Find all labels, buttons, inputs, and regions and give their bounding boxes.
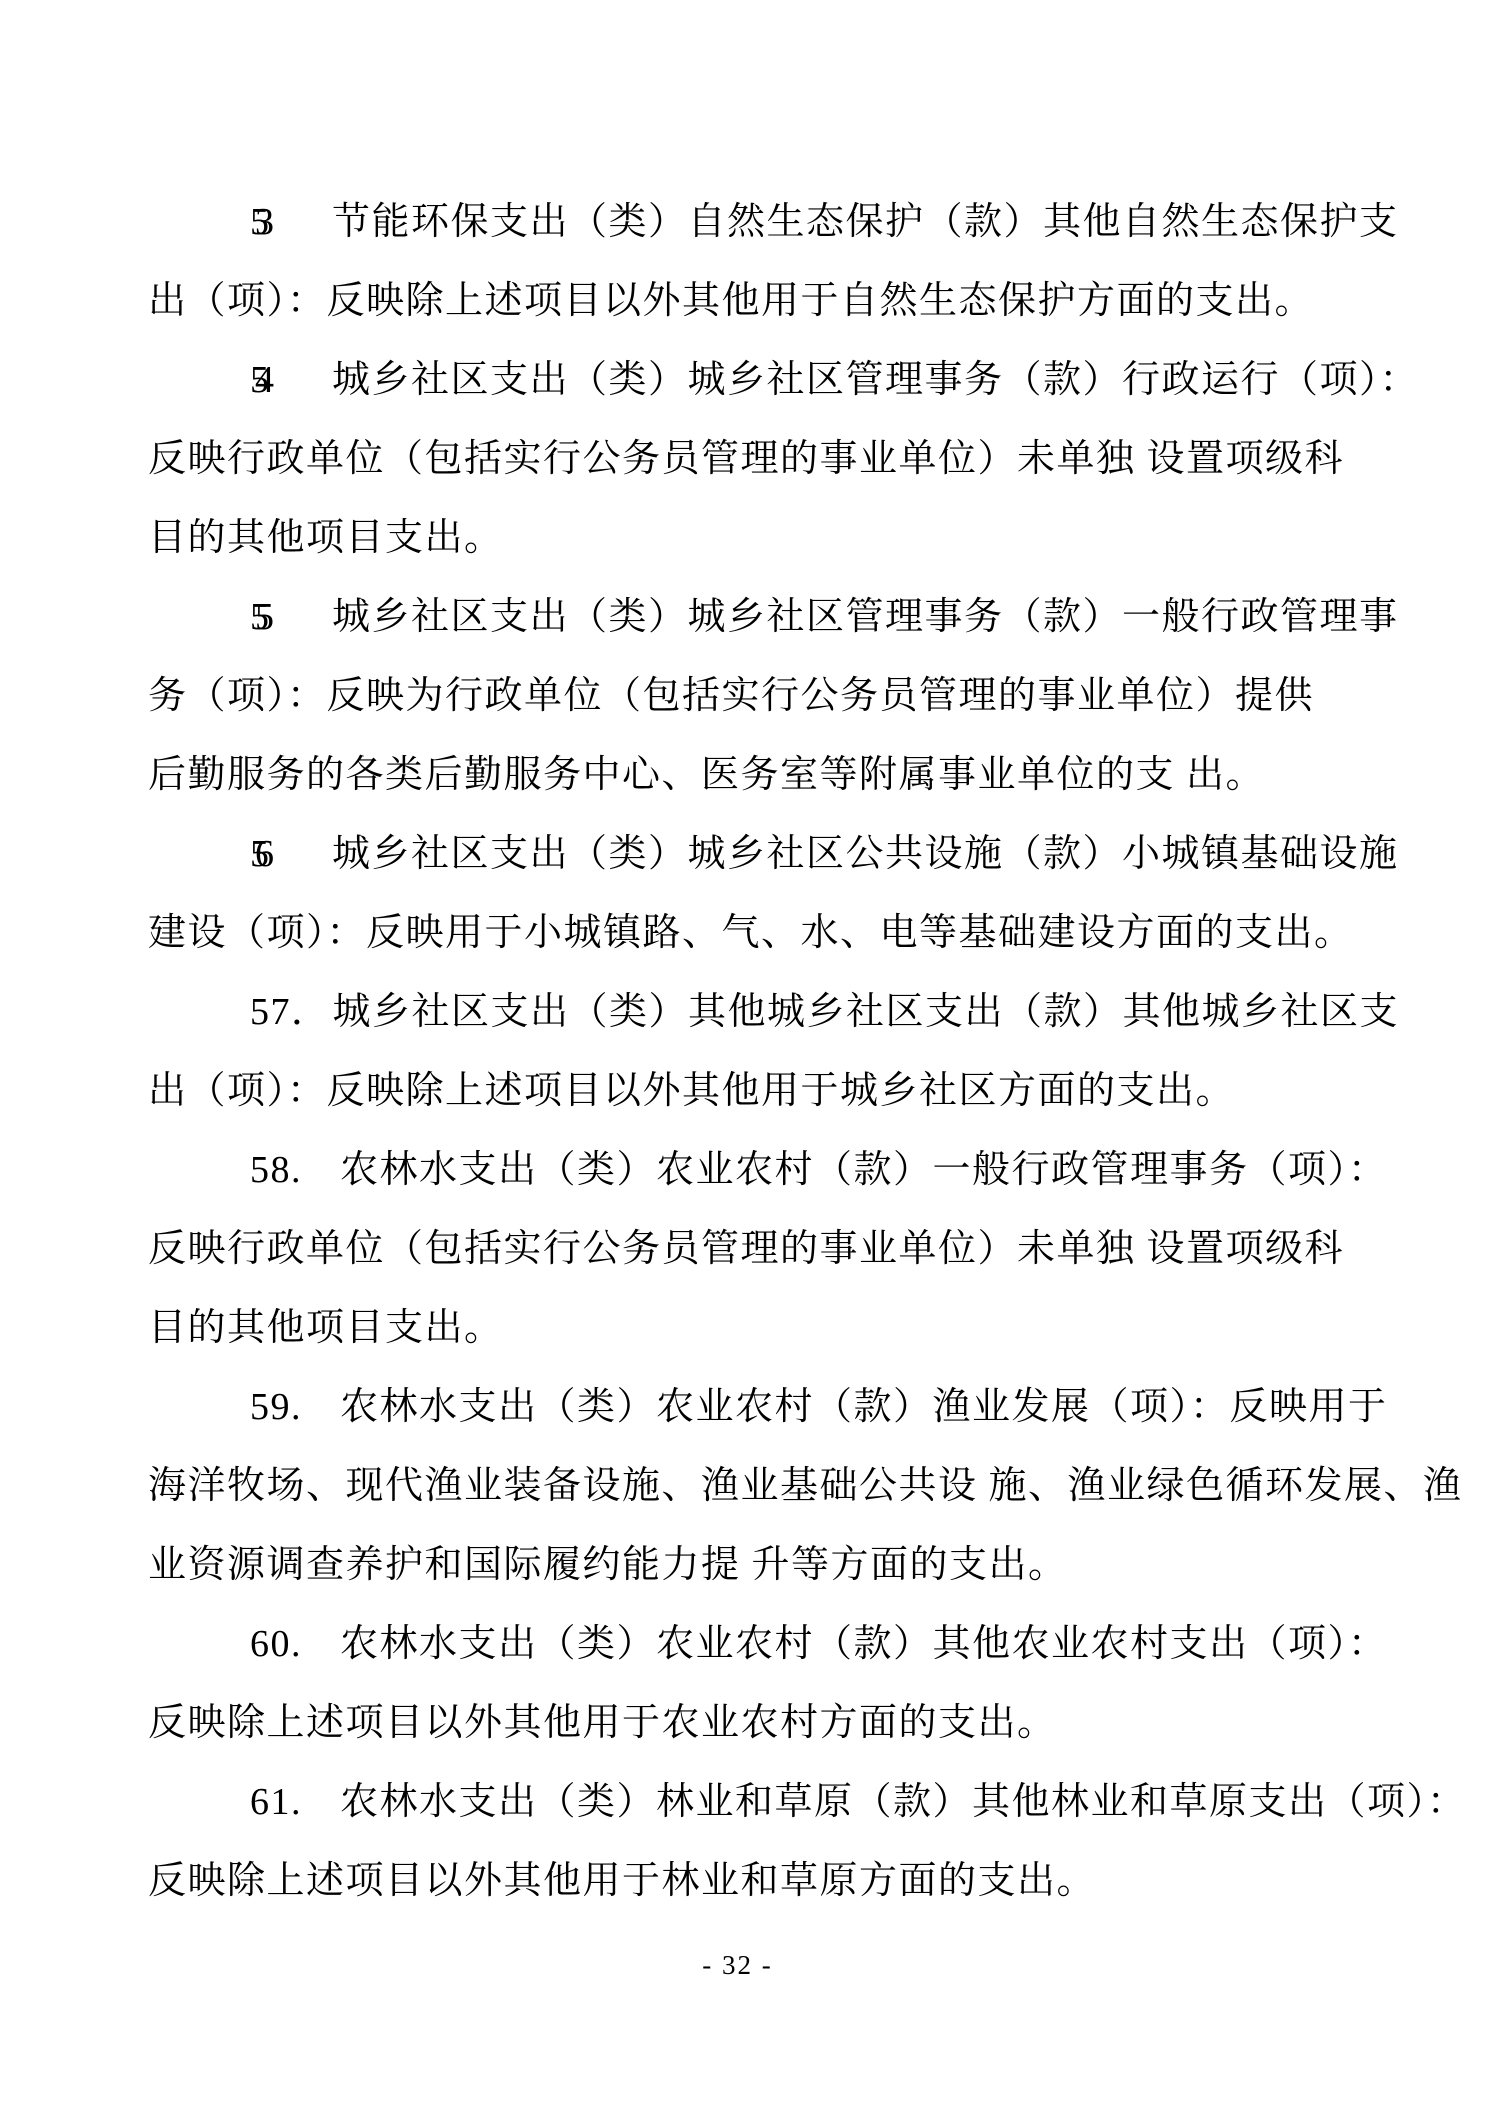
text-line: 反映除上述项目以外其他用于林业和草原方面的支出。 [148, 1860, 1097, 1902]
text-line-content: 城乡社区支出（类）城乡社区管理事务（款）行政运行（项）： [332, 359, 1420, 401]
text-line: 反映行政单位（包括实行公务员管理的事业单位）未单独 设置项级科 [148, 1228, 1345, 1270]
item-number: 58. [250, 1149, 302, 1191]
text-line: 出（项）：反映除上述项目以外其他用于城乡社区方面的支出。 [148, 1070, 1236, 1112]
text-line-content: 农林水支出（类）农业农村（款）其他农业农村支出（项）： [340, 1623, 1388, 1665]
text-line: 目的其他项目支出。 [148, 1307, 504, 1349]
paragraph-58 [148, 1131, 1391, 1368]
text-line: 建设（项）：反映用于小城镇路、气、水、电等基础建设方面的支出。 [148, 912, 1354, 954]
text-line: 反映除上述项目以外其他用于农业农村方面的支出。 [148, 1702, 1057, 1744]
paragraph-55 [148, 578, 1399, 815]
text-line [148, 341, 1488, 420]
text-line [148, 973, 1488, 1052]
paragraph-56 [148, 815, 1399, 973]
text-line [148, 1368, 1488, 1447]
text-line: 出（项）：反映除上述项目以外其他用于自然生态保护方面的支出。 [148, 280, 1315, 322]
paragraph-61 [148, 1763, 1467, 1921]
item-number: 61. [250, 1781, 302, 1823]
text-line-content: 农林水支出（类）农业农村（款）渔业发展（项）：反映用于 [340, 1386, 1388, 1428]
text-line [148, 1763, 1488, 1842]
item-number: 53 [250, 201, 260, 243]
text-line [148, 815, 1488, 894]
text-line-content: 城乡社区支出（类）城乡社区公共设施（款）小城镇基础设施 [332, 833, 1399, 875]
text-line [148, 183, 1488, 262]
paragraph-59 [148, 1368, 1463, 1605]
text-line: 业资源调查养护和国际履约能力提 升等方面的支出。 [148, 1544, 1068, 1586]
paragraph-57 [148, 973, 1400, 1131]
text-line [148, 578, 1488, 657]
text-line: 目的其他项目支出。 [148, 517, 504, 559]
item-number: 55 [250, 596, 260, 638]
paragraph-53 [148, 183, 1399, 341]
text-line-content: 城乡社区支出（类）其他城乡社区支出（款）其他城乡社区支 [332, 991, 1400, 1033]
text-line-content: 城乡社区支出（类）城乡社区管理事务（款）一般行政管理事 [332, 596, 1399, 638]
text-line: 后勤服务的各类后勤服务中心、医务室等附属事业单位的支 出。 [148, 754, 1266, 796]
text-line-content: 农林水支出（类）农业农村（款）一般行政管理事务（项）： [340, 1149, 1388, 1191]
text-line: 海洋牧场、现代渔业装备设施、渔业基础公共设 施、渔业绿色循环发展、渔 [148, 1465, 1463, 1507]
item-number: 60. [250, 1623, 302, 1665]
text-line [148, 1605, 1488, 1684]
item-number: 59. [250, 1386, 302, 1428]
item-number: 56 [250, 833, 260, 875]
paragraph-60 [148, 1605, 1391, 1763]
item-number: 57． [250, 991, 331, 1033]
item-number: 54 [250, 359, 260, 401]
text-line-content: 节能环保支出（类）自然生态保护（款）其他自然生态保护支 [332, 201, 1399, 243]
text-line-content: 农林水支出（类）林业和草原（款）其他林业和草原支出（项）： [340, 1781, 1467, 1823]
page-number: - 32 - [702, 1950, 773, 1980]
text-line: 务（项）：反映为行政单位（包括实行公务员管理的事业单位）提供 [148, 675, 1315, 717]
text-line: 反映行政单位（包括实行公务员管理的事业单位）未单独 设置项级科 [148, 438, 1345, 480]
paragraph-54 [148, 341, 1420, 578]
text-line [148, 1131, 1488, 1210]
